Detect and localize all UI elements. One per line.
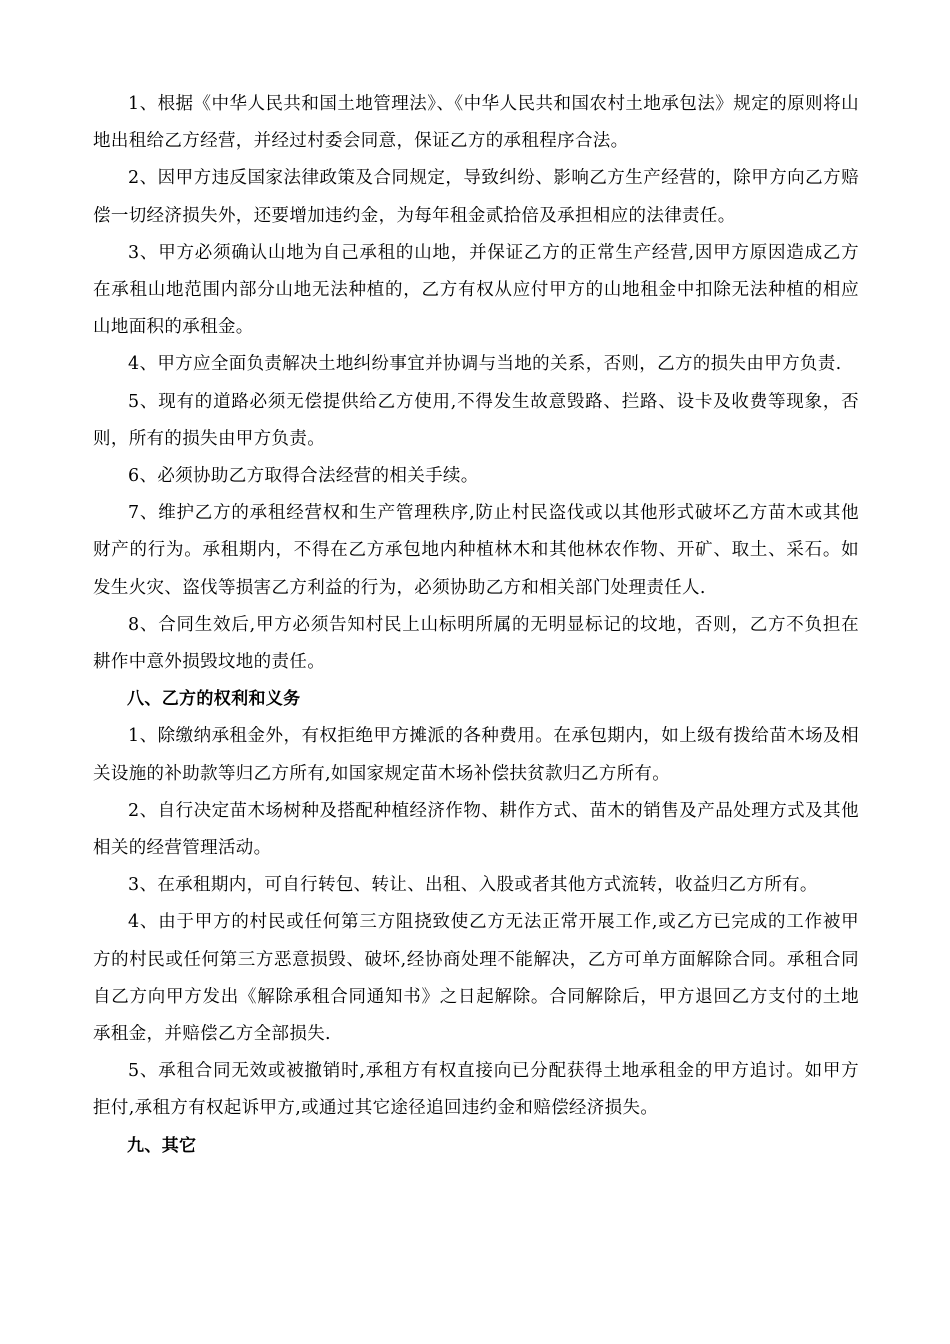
- clause-7-2: 2、因甲方违反国家法律政策及合同规定，导致纠纷、影响乙方生产经营的，除甲方向乙方赔偿一切经济损失外，还要增加违约金，为每年租金贰拾倍及承担相应的法律责任。: [93, 168, 859, 226]
- clause-8-2: 2、自行决定苗木场树种及搭配种植经济作物、耕作方式、苗木的销售及产品处理方式及其他相关的经营管理活动。: [93, 800, 859, 859]
- clause-8-5: 5、承租合同无效或被撤销时,承租方有权直接向已分配获得土地承租金的甲方追讨。如甲方拒付,承租方有权起诉甲方,或通过其它途径追回违约金和赔偿经济损失。: [93, 1061, 859, 1119]
- clause-7-4: 4、甲方应全面负责解决土地纠纷事宜并协调与当地的关系，否则，乙方的损失由甲方负责.: [128, 354, 842, 375]
- document-body: [93, 86, 859, 1165]
- section-9-heading: 九、其它: [127, 1135, 197, 1156]
- clause-7-8: 8、合同生效后,甲方必须告知村民上山标明所属的无明显标记的坟地，否则，乙方不负担在耕作中意外损毁坟地的责任。: [93, 614, 859, 673]
- clause-8-4: 4、由于甲方的村民或任何第三方阻挠致使乙方无法正常开展工作,或乙方已完成的工作被甲方的村民或任何第三方恶意损毁、破坏,经协商处理不能解决，乙方可单方面解除合同。承租合同自乙方向甲方发出《解除承租合同通知书》之日起解除。合同解除后，甲方退回乙方支付的土地承租金，并赔偿乙方全部损失.: [93, 912, 859, 1045]
- clause-7-5: 5、现有的道路必须无偿提供给乙方使用,不得发生故意毁路、拦路、设卡及收费等现象，否则，所有的损失由甲方负责。: [93, 391, 859, 449]
- clause-8-1: 1、除缴纳承租金外，有权拒绝甲方摊派的各种费用。在承包期内，如上级有拨给苗木场及相关设施的补助款等归乙方所有,如国家规定苗木场补偿扶贫款归乙方所有。: [93, 726, 859, 784]
- clause-7-3: 3、甲方必须确认山地为自己承租的山地，并保证乙方的正常生产经营,因甲方原因造成乙方在承租山地范围内部分山地无法种植的，乙方有权从应付甲方的山地租金中扣除无法种植的相应山地面积的承租金。: [93, 242, 859, 338]
- clause-7-7: 7、维护乙方的承租经营权和生产管理秩序,防止村民盗伐或以其他形式破坏乙方苗木或其他财产的行为。承租期内，不得在乙方承包地内种植林木和其他林农作物、开矿、取土、采石。如发生火灾、盗伐等损害乙方利益的行为，必须协助乙方和相关部门处理责任人.: [93, 503, 859, 598]
- clause-7-1: 1、根据《中华人民共和国土地管理法》、《中华人民共和国农村土地承包法》规定的原则将山地出租给乙方经营，并经过村委会同意，保证乙方的承租程序合法。: [93, 94, 859, 152]
- clause-8-3: 3、在承租期内，可自行转包、转让、出租、入股或者其他方式流转，收益归乙方所有。: [128, 875, 818, 896]
- clause-7-6: 6、必须协助乙方取得合法经营的相关手续。: [128, 466, 479, 487]
- section-8-heading: 八、乙方的权利和义务: [127, 689, 301, 710]
